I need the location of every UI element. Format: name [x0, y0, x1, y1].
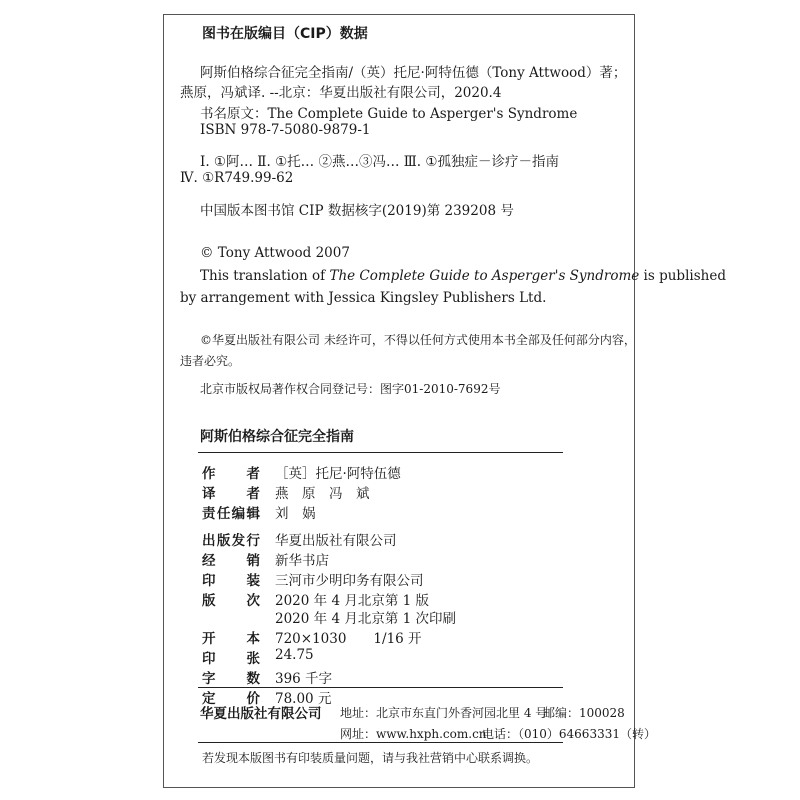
footer-rule [198, 742, 563, 743]
translation-prefix: This translation of [200, 268, 330, 284]
original-title-value: The Complete Guide to Asperger's Syndrome [267, 106, 578, 122]
original-title-label: 书名原文： [200, 106, 268, 122]
cip-original-title [200, 102, 577, 122]
publisher-postcode: 邮编：100028 [543, 706, 625, 720]
translator-value: 燕 原 冯 斌 [275, 486, 370, 502]
price-label: 定 价 [202, 691, 260, 707]
editor-label: 责任编辑 [202, 506, 260, 522]
sheets-value: 24.75 [275, 647, 314, 663]
contract-registration: 北京市版权局著作权合同登记号：图字01-2010-7692号 [200, 382, 501, 396]
publisher-label: 出版发行 [202, 533, 260, 549]
distributor-value: 新华书店 [275, 553, 329, 569]
title-rule [198, 452, 563, 453]
rights-notice-2: 违者必究。 [180, 354, 241, 368]
edition-label: 版 次 [202, 593, 260, 609]
cip-heading: 图书在版编目（CIP）数据 [202, 26, 368, 42]
printing-value: 2020 年 4 月北京第 1 次印刷 [275, 611, 456, 627]
cip-isbn: ISBN 978-7-5080-9879-1 [200, 122, 371, 138]
author-label: 作 者 [202, 466, 260, 482]
price-rule [198, 687, 563, 688]
publisher-address: 地址：北京市东直门外香河园北里 4 号 [340, 706, 548, 720]
price-value: 78.00 元 [275, 691, 332, 707]
translation-title: The Complete Guide to Asperger's Syndrome [329, 268, 640, 284]
copyright-owner: © Tony Attwood 2007 [200, 245, 350, 261]
cip-line-1: 阿斯伯格综合征完全指南/（英）托尼·阿特伍德（Tony Attwood）著； [200, 65, 627, 81]
publisher-phone: 电话：（010）64663331（转） [482, 727, 656, 741]
translator-label: 译 者 [202, 486, 260, 502]
editor-value: 刘 娲 [275, 506, 316, 522]
distributor-label: 经 销 [202, 553, 260, 569]
translation-notice [200, 268, 726, 284]
sheets-label: 印 张 [202, 651, 260, 667]
rights-notice-1: ©华夏出版社有限公司 未经许可，不得以任何方式使用本书全部及任何部分内容， [200, 333, 636, 347]
word-count-value: 396 千字 [275, 671, 333, 687]
format-label: 开 本 [202, 631, 260, 647]
cip-classification-1: Ⅰ. ①阿… Ⅱ. ①托… ②燕…③冯… Ⅲ. ①孤独症－诊疗－指南 [200, 154, 559, 170]
translation-arrangement: by arrangement with Jessica Kingsley Publishers Ltd. [180, 290, 547, 306]
publisher-name: 华夏出版社有限公司 [200, 706, 322, 722]
publisher-website: 网址：www.hxph.com.cn [340, 727, 487, 741]
cip-classification-2: Ⅳ. ①R749.99-62 [180, 170, 294, 186]
edition-value: 2020 年 4 月北京第 1 版 [275, 593, 429, 609]
printer-value: 三河市少明印务有限公司 [275, 573, 424, 589]
publisher-value: 华夏出版社有限公司 [275, 533, 397, 549]
word-count-label: 字 数 [202, 671, 260, 687]
translation-suffix: is published [639, 268, 726, 284]
cip-record-number: 中国版本图书馆 CIP 数据核字(2019)第 239208 号 [200, 203, 514, 219]
printer-label: 印 装 [202, 573, 260, 589]
book-title: 阿斯伯格综合征完全指南 [200, 429, 354, 445]
cip-line-2: 燕原，冯斌译. --北京：华夏出版社有限公司，2020.4 [180, 85, 502, 101]
format-value: 720×1030 1/16 开 [275, 631, 422, 647]
quality-notice: 若发现本版图书有印装质量问题，请与我社营销中心联系调换。 [202, 751, 539, 765]
author-value: ［英］托尼·阿特伍德 [275, 466, 401, 482]
